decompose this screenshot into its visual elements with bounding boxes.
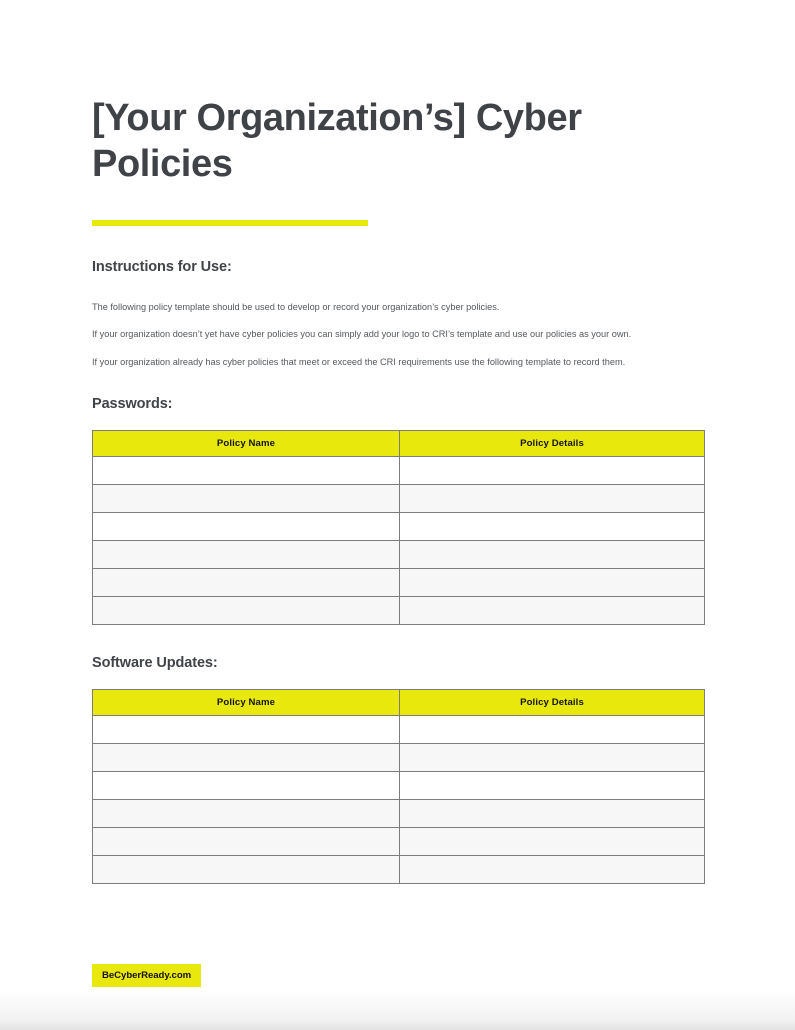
table-row[interactable]: [93, 744, 705, 772]
column-header-policy-name: Policy Name: [93, 690, 400, 716]
cell-policy-details[interactable]: [400, 716, 705, 744]
cell-policy-name[interactable]: [93, 485, 400, 513]
cell-policy-name[interactable]: [93, 772, 400, 800]
table-header-row: [93, 690, 705, 716]
cell-policy-details[interactable]: [400, 772, 705, 800]
table-row[interactable]: [93, 772, 705, 800]
table-row[interactable]: [93, 716, 705, 744]
table-row[interactable]: [93, 541, 705, 569]
passwords-table-wrapper: [92, 430, 704, 625]
instructions-paragraph-1: The following policy template should be used to develop or record your organization’s cyber policies.: [92, 302, 500, 312]
cell-policy-name[interactable]: [93, 828, 400, 856]
cell-policy-name[interactable]: [93, 541, 400, 569]
page-bottom-shadow: [0, 990, 795, 1030]
table-row[interactable]: [93, 597, 705, 625]
table-header-row: [93, 431, 705, 457]
table-row[interactable]: [93, 513, 705, 541]
cell-policy-details[interactable]: [400, 457, 705, 485]
software-updates-policy-table: [92, 689, 705, 884]
cell-policy-details[interactable]: [400, 513, 705, 541]
column-header-policy-details: Policy Details: [400, 690, 705, 716]
cell-policy-name[interactable]: [93, 744, 400, 772]
passwords-policy-table: [92, 430, 705, 625]
cell-policy-details[interactable]: [400, 856, 705, 884]
cell-policy-name[interactable]: [93, 513, 400, 541]
instructions-heading: Instructions for Use:: [92, 259, 232, 275]
table-row[interactable]: [93, 856, 705, 884]
cell-policy-name[interactable]: [93, 856, 400, 884]
cell-policy-name[interactable]: [93, 800, 400, 828]
column-header-policy-name: Policy Name: [93, 431, 400, 457]
table-row[interactable]: [93, 828, 705, 856]
passwords-table-header: [93, 431, 705, 457]
software-updates-table-wrapper: [92, 689, 704, 884]
footer-brand-badge[interactable]: BeCyberReady.com: [92, 964, 201, 987]
table-row[interactable]: [93, 485, 705, 513]
title-accent-bar: [92, 220, 368, 226]
passwords-table-body: [93, 457, 705, 625]
cell-policy-name[interactable]: [93, 597, 400, 625]
cell-policy-details[interactable]: [400, 597, 705, 625]
cell-policy-name[interactable]: [93, 569, 400, 597]
cell-policy-details[interactable]: [400, 828, 705, 856]
cell-policy-details[interactable]: [400, 541, 705, 569]
table-row[interactable]: [93, 800, 705, 828]
instructions-paragraph-3: If your organization already has cyber policies that meet or exceed the CRI requirements use the following template to record them.: [92, 357, 626, 367]
software-updates-table-body: [93, 716, 705, 884]
passwords-heading: Passwords:: [92, 396, 173, 412]
software-updates-table-header: [93, 690, 705, 716]
column-header-policy-details: Policy Details: [400, 431, 705, 457]
software-updates-heading: Software Updates:: [92, 655, 218, 671]
cell-policy-details[interactable]: [400, 744, 705, 772]
cell-policy-details[interactable]: [400, 800, 705, 828]
instructions-paragraph-2: If your organization doesn’t yet have cyber policies you can simply add your logo to CRI’s template and use our policies as your own.: [92, 329, 632, 339]
table-row[interactable]: [93, 457, 705, 485]
document-content: [92, 0, 704, 884]
table-row[interactable]: [93, 569, 705, 597]
page-title: [Your Organization’s] Cyber Policies: [92, 97, 582, 185]
cell-policy-details[interactable]: [400, 569, 705, 597]
cell-policy-name[interactable]: [93, 716, 400, 744]
cell-policy-name[interactable]: [93, 457, 400, 485]
cell-policy-details[interactable]: [400, 485, 705, 513]
